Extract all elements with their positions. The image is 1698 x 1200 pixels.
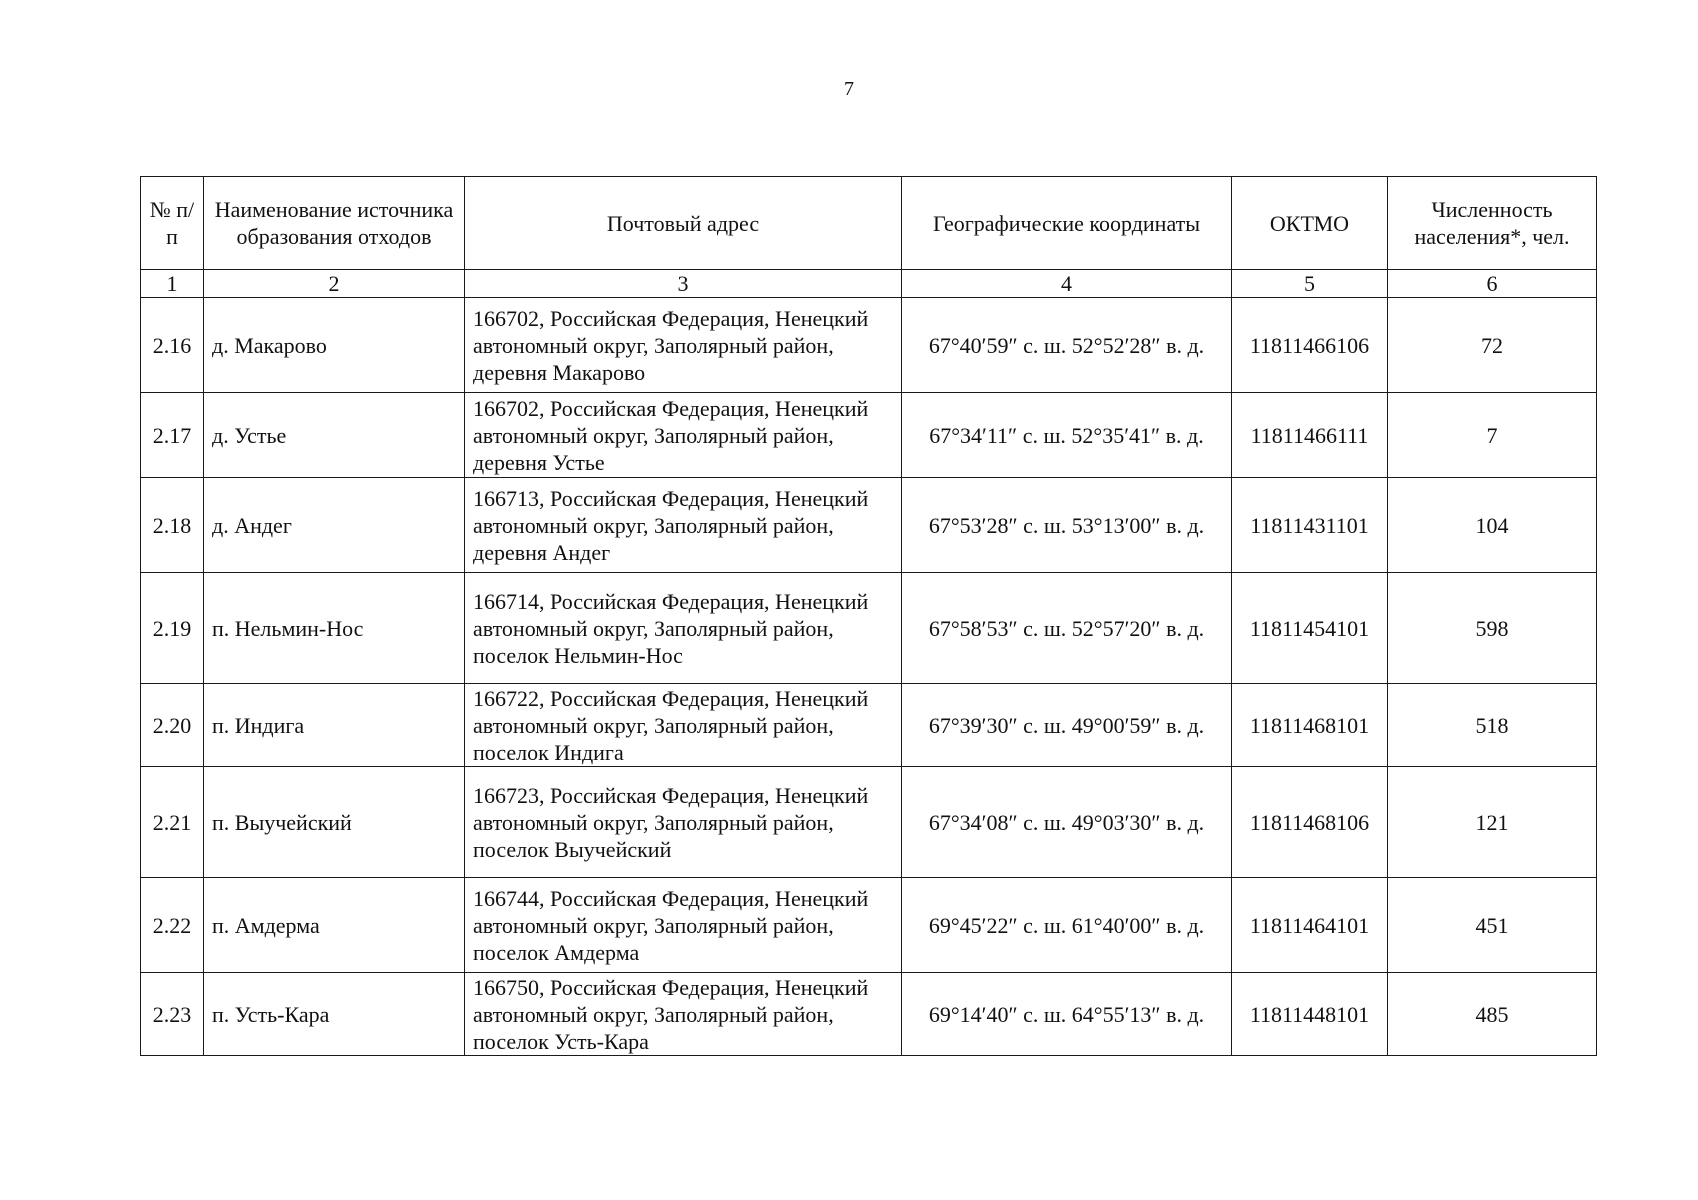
row-number: 2.17 (141, 393, 204, 478)
population: 104 (1388, 478, 1597, 573)
column-number: 4 (902, 270, 1232, 298)
column-number: 3 (465, 270, 902, 298)
table-header-row (141, 177, 1597, 270)
coordinates: 67°53′28″ с. ш. 53°13′00″ в. д. (902, 478, 1232, 573)
coordinates: 67°34′11″ с. ш. 52°35′41″ в. д. (902, 393, 1232, 478)
oktmo-code: 11811431101 (1232, 478, 1388, 573)
column-number: 5 (1232, 270, 1388, 298)
table-row (141, 767, 1597, 878)
header-postal-address: Почтовый адрес (465, 177, 902, 270)
header-source-name: Наименование источника образования отходов (204, 177, 465, 270)
waste-sources-table (140, 176, 1597, 1056)
source-name: п. Амдерма (204, 878, 465, 973)
source-name: п. Нельмин-Нос (204, 573, 465, 684)
population: 72 (1388, 298, 1597, 393)
population: 598 (1388, 573, 1597, 684)
postal-address: 166723, Российская Федерация, Ненецкий автономный округ, Заполярный район, поселок Выучейский (465, 767, 902, 878)
table-row (141, 973, 1597, 1056)
row-number: 2.19 (141, 573, 204, 684)
postal-address: 166750, Российская Федерация, Ненецкий автономный округ, Заполярный район, поселок Усть-Кара (465, 973, 902, 1056)
row-number: 2.18 (141, 478, 204, 573)
header-num: № п/п (141, 177, 204, 270)
coordinates: 67°40′59″ с. ш. 52°52′28″ в. д. (902, 298, 1232, 393)
source-name: д. Устье (204, 393, 465, 478)
population: 7 (1388, 393, 1597, 478)
population: 451 (1388, 878, 1597, 973)
population: 121 (1388, 767, 1597, 878)
oktmo-code: 11811466106 (1232, 298, 1388, 393)
table-row (141, 393, 1597, 478)
header-oktmo: ОКТМО (1232, 177, 1388, 270)
source-name: п. Выучейский (204, 767, 465, 878)
oktmo-code: 11811464101 (1232, 878, 1388, 973)
table-row (141, 878, 1597, 973)
column-number: 6 (1388, 270, 1597, 298)
row-number: 2.16 (141, 298, 204, 393)
population: 518 (1388, 684, 1597, 767)
column-numbers-row (141, 270, 1597, 298)
source-name: д. Макарово (204, 298, 465, 393)
row-number: 2.21 (141, 767, 204, 878)
source-name: п. Усть-Кара (204, 973, 465, 1056)
row-number: 2.23 (141, 973, 204, 1056)
column-number: 1 (141, 270, 204, 298)
coordinates: 69°45′22″ с. ш. 61°40′00″ в. д. (902, 878, 1232, 973)
header-coordinates: Географические координаты (902, 177, 1232, 270)
row-number: 2.20 (141, 684, 204, 767)
oktmo-code: 11811466111 (1232, 393, 1388, 478)
oktmo-code: 11811468106 (1232, 767, 1388, 878)
header-population: Численность населения*, чел. (1388, 177, 1597, 270)
coordinates: 69°14′40″ с. ш. 64°55′13″ в. д. (902, 973, 1232, 1056)
table-row (141, 478, 1597, 573)
coordinates: 67°58′53″ с. ш. 52°57′20″ в. д. (902, 573, 1232, 684)
table-row (141, 573, 1597, 684)
coordinates: 67°34′08″ с. ш. 49°03′30″ в. д. (902, 767, 1232, 878)
population: 485 (1388, 973, 1597, 1056)
column-number: 2 (204, 270, 465, 298)
row-number: 2.22 (141, 878, 204, 973)
postal-address: 166714, Российская Федерация, Ненецкий автономный округ, Заполярный район, поселок Нельмин-Нос (465, 573, 902, 684)
source-name: д. Андег (204, 478, 465, 573)
postal-address: 166744, Российская Федерация, Ненецкий автономный округ, Заполярный район, поселок Амдерма (465, 878, 902, 973)
page-number: 7 (844, 78, 854, 100)
oktmo-code: 11811468101 (1232, 684, 1388, 767)
postal-address: 166702, Российская Федерация, Ненецкий автономный округ, Заполярный район, деревня Устье (465, 393, 902, 478)
oktmo-code: 11811454101 (1232, 573, 1388, 684)
table-row (141, 684, 1597, 767)
postal-address: 166702, Российская Федерация, Ненецкий автономный округ, Заполярный район, деревня Макарово (465, 298, 902, 393)
coordinates: 67°39′30″ с. ш. 49°00′59″ в. д. (902, 684, 1232, 767)
postal-address: 166713, Российская Федерация, Ненецкий автономный округ, Заполярный район, деревня Андег (465, 478, 902, 573)
oktmo-code: 11811448101 (1232, 973, 1388, 1056)
source-name: п. Индига (204, 684, 465, 767)
postal-address: 166722, Российская Федерация, Ненецкий автономный округ, Заполярный район, поселок Индига (465, 684, 902, 767)
table-row (141, 298, 1597, 393)
